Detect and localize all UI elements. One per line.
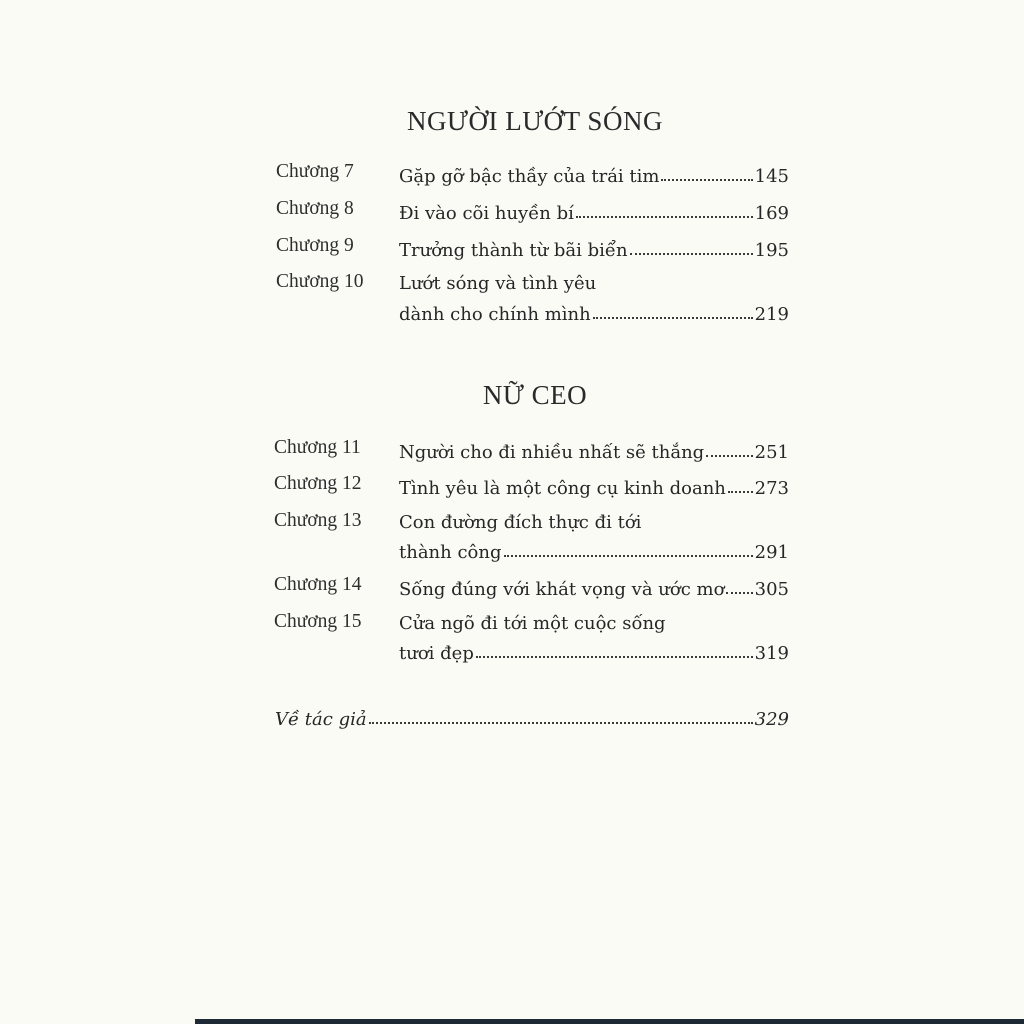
toc-entry-line1 bbox=[399, 273, 789, 295]
chapter-title: Đi vào cõi huyền bí bbox=[399, 203, 574, 224]
chapter-title: Tình yêu là một công cụ kinh doanh bbox=[399, 478, 726, 499]
chapter-title: Lướt sóng và tình yêu bbox=[399, 273, 597, 294]
page-number: 273 bbox=[754, 478, 789, 499]
dot-leader bbox=[504, 539, 753, 557]
page-number: 195 bbox=[754, 240, 789, 261]
chapter-title: Trưởng thành từ bãi biển bbox=[399, 240, 628, 261]
page-number: 291 bbox=[754, 542, 789, 563]
toc-entry-line2 bbox=[399, 641, 789, 665]
chapter-title: Sống đúng với khát vọng và ước mơ bbox=[399, 579, 725, 600]
dot-leader bbox=[630, 237, 753, 255]
page-edge-shadow bbox=[195, 1019, 1024, 1024]
toc-entry bbox=[399, 201, 789, 225]
page-number: 169 bbox=[754, 203, 789, 224]
chapter-title: Người cho đi nhiều nhất sẽ thắng bbox=[399, 442, 705, 463]
chapter-label: Chương 9 bbox=[276, 235, 354, 256]
chapter-label: Chương 13 bbox=[274, 510, 362, 531]
toc-entry-line1 bbox=[399, 512, 789, 534]
chapter-label: Chương 10 bbox=[276, 271, 364, 292]
page-number: 251 bbox=[754, 442, 789, 463]
chapter-label: Chương 11 bbox=[274, 437, 361, 458]
toc-entry bbox=[399, 164, 789, 188]
toc-entry bbox=[399, 577, 789, 601]
dot-leader bbox=[593, 301, 753, 319]
dot-leader bbox=[576, 200, 753, 218]
dot-leader bbox=[726, 576, 752, 594]
page-number: 145 bbox=[754, 166, 789, 187]
dot-leader bbox=[369, 706, 753, 724]
dot-leader bbox=[706, 439, 752, 457]
toc-entry-line1 bbox=[399, 613, 789, 635]
chapter-title-cont: thành công bbox=[399, 542, 502, 563]
chapter-title-cont: tươi đẹp bbox=[399, 643, 474, 664]
chapter-label: Chương 12 bbox=[274, 473, 362, 494]
chapter-label: Chương 7 bbox=[276, 161, 354, 182]
chapter-label: Chương 15 bbox=[274, 611, 362, 632]
page-number: 305 bbox=[754, 579, 789, 600]
toc-entry-author bbox=[275, 707, 789, 731]
author-label: Về tác giả bbox=[275, 709, 367, 730]
chapter-title-cont: dành cho chính mình bbox=[399, 304, 591, 325]
dot-leader bbox=[728, 475, 753, 493]
chapter-title: Con đường đích thực đi tới bbox=[399, 512, 642, 533]
chapter-label: Chương 14 bbox=[274, 574, 362, 595]
dot-leader bbox=[661, 163, 752, 181]
page-number: 319 bbox=[754, 643, 789, 664]
toc-entry-line2 bbox=[399, 302, 789, 326]
chapter-title: Cửa ngõ đi tới một cuộc sống bbox=[399, 613, 666, 634]
section-title-nguoi-luot-song: NGƯỜI LƯỚT SÓNG bbox=[407, 106, 663, 136]
chapter-label: Chương 8 bbox=[276, 198, 354, 219]
toc-entry bbox=[399, 238, 789, 262]
dot-leader bbox=[476, 640, 753, 658]
page-number: 219 bbox=[754, 304, 789, 325]
section-title-nu-ceo: NỮ CEO bbox=[482, 380, 588, 410]
toc-entry-line2 bbox=[399, 540, 789, 564]
chapter-title: Gặp gỡ bậc thầy của trái tim bbox=[399, 166, 660, 187]
toc-entry bbox=[399, 476, 789, 500]
toc-entry bbox=[399, 440, 789, 464]
page-number: 329 bbox=[754, 709, 789, 730]
